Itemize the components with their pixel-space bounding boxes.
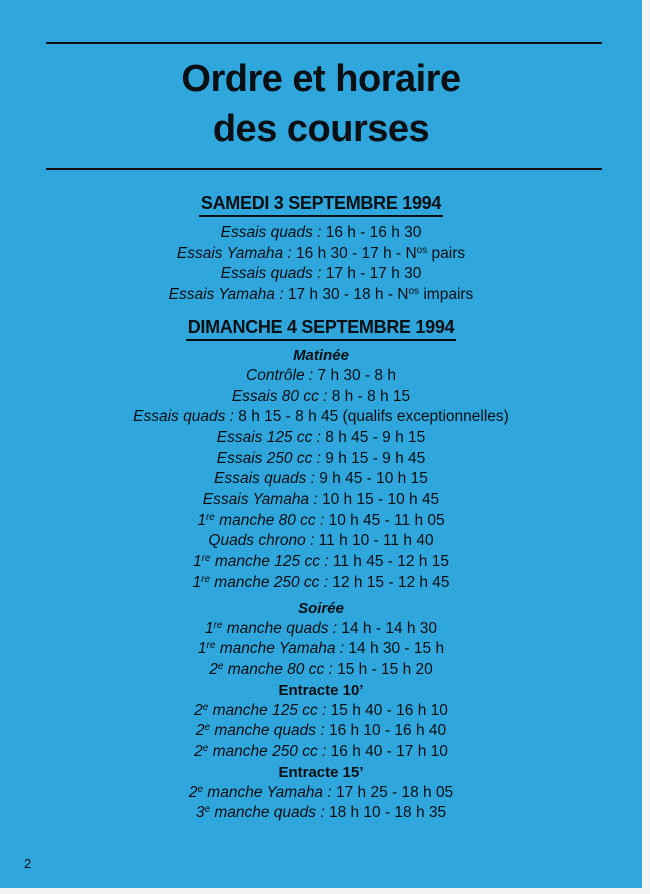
event-label: Essais quads : bbox=[220, 224, 322, 241]
event-name bbox=[198, 640, 344, 657]
number-abbrev-suffix: os bbox=[416, 244, 428, 256]
evening-list-c bbox=[0, 783, 642, 824]
event-name bbox=[133, 408, 234, 425]
event-name bbox=[221, 224, 322, 241]
number-abbrev-suffix: os bbox=[408, 286, 420, 298]
event-label: Essais quads : bbox=[214, 470, 315, 488]
evening-label: Soirée bbox=[298, 599, 344, 617]
event-name bbox=[196, 804, 325, 821]
event-label: manche quads : bbox=[222, 619, 338, 637]
event-name bbox=[177, 245, 292, 262]
event-time: 11 h 45 - 12 h 15 bbox=[328, 553, 449, 571]
event-name bbox=[192, 574, 328, 591]
break-2: Entracte 15’ bbox=[278, 763, 364, 781]
event-label: manche quads : bbox=[210, 722, 325, 740]
event-time: 14 h 30 - 15 h bbox=[344, 640, 445, 658]
ordinal: 2 bbox=[194, 701, 203, 719]
ordinal: 1 bbox=[197, 640, 207, 658]
event-name bbox=[232, 388, 328, 405]
event-label: manche 125 cc : bbox=[210, 553, 329, 571]
ordinal-suffix: e bbox=[217, 660, 224, 672]
schedule-line bbox=[0, 223, 642, 244]
sunday-heading: DIMANCHE 4 SEPTEMBRE 1994 bbox=[186, 316, 457, 341]
schedule-line bbox=[0, 639, 642, 660]
event-time: 17 h 25 - 18 h 05 bbox=[331, 783, 454, 801]
schedule-line bbox=[0, 783, 642, 804]
event-name bbox=[209, 661, 333, 678]
event-name bbox=[217, 450, 321, 467]
evening-list-a bbox=[0, 619, 642, 681]
ordinal-suffix: re bbox=[201, 553, 211, 565]
ordinal: 1 bbox=[192, 573, 202, 591]
event-name bbox=[194, 702, 326, 719]
schedule-line bbox=[0, 660, 642, 681]
ordinal-suffix: e bbox=[204, 804, 211, 816]
event-time: 8 h 15 - 8 h 45 (qualifs exceptionnelles) bbox=[233, 408, 509, 426]
event-time: 16 h 10 - 16 h 40 bbox=[324, 722, 447, 740]
event-time: 15 h - 15 h 20 bbox=[332, 660, 433, 678]
event-name bbox=[205, 620, 337, 637]
schedule bbox=[0, 192, 642, 824]
event-label: Essais 80 cc : bbox=[231, 387, 328, 405]
event-name bbox=[189, 784, 332, 801]
schedule-line bbox=[0, 285, 642, 306]
schedule-line bbox=[0, 803, 642, 824]
event-time: 8 h - 8 h 15 bbox=[327, 387, 411, 405]
schedule-line bbox=[0, 573, 642, 594]
event-time: 10 h 15 - 10 h 45 bbox=[317, 491, 440, 509]
event-label: manche Yamaha : bbox=[203, 783, 332, 801]
saturday-heading-wrap bbox=[0, 192, 642, 217]
event-time: 16 h - 16 h 30 bbox=[321, 224, 422, 241]
event-label: Quads chrono : bbox=[208, 532, 315, 550]
event-time: 16 h 30 - 17 h - N bbox=[291, 244, 417, 262]
event-time: 14 h - 14 h 30 bbox=[337, 619, 438, 637]
ordinal: 1 bbox=[193, 553, 202, 571]
schedule-line bbox=[0, 264, 642, 285]
schedule-line bbox=[0, 511, 642, 532]
ordinal-suffix: e bbox=[202, 743, 209, 755]
event-label: Essais quads : bbox=[133, 408, 234, 426]
event-name bbox=[196, 722, 325, 739]
event-time: 8 h 45 - 9 h 15 bbox=[320, 428, 426, 446]
event-label: manche 250 cc : bbox=[209, 573, 329, 591]
event-label: manche 250 cc : bbox=[208, 743, 327, 761]
event-time: 18 h 10 - 18 h 35 bbox=[324, 804, 447, 822]
schedule-line bbox=[0, 721, 642, 742]
event-time: 11 h 10 - 11 h 40 bbox=[314, 532, 434, 550]
event-time: 15 h 40 - 16 h 10 bbox=[326, 701, 448, 719]
event-time: 17 h - 17 h 30 bbox=[321, 265, 422, 283]
event-time: 16 h 40 - 17 h 10 bbox=[326, 743, 448, 761]
title-line-1: Ordre et horaire bbox=[181, 58, 461, 100]
ordinal-suffix: re bbox=[213, 619, 223, 631]
event-time: 7 h 30 - 8 h bbox=[313, 366, 396, 384]
top-rule bbox=[46, 42, 602, 44]
event-time: 9 h 45 - 10 h 15 bbox=[314, 470, 428, 488]
event-name bbox=[221, 265, 322, 282]
event-label: Contrôle : bbox=[246, 366, 314, 384]
break-1: Entracte 10’ bbox=[278, 681, 364, 699]
event-name bbox=[203, 491, 318, 508]
event-label: manche 80 cc : bbox=[223, 660, 333, 678]
morning-list bbox=[0, 366, 642, 594]
schedule-line bbox=[0, 742, 642, 763]
schedule-line bbox=[0, 619, 642, 640]
ordinal: 2 bbox=[194, 743, 203, 761]
event-label: Essais 125 cc : bbox=[216, 428, 321, 446]
schedule-line bbox=[0, 449, 642, 470]
event-name bbox=[214, 470, 315, 487]
evening-list-b bbox=[0, 701, 642, 763]
title-bottom-rule bbox=[46, 168, 602, 170]
event-label: Essais Yamaha : bbox=[176, 244, 292, 262]
schedule-line bbox=[0, 244, 642, 265]
saturday-list bbox=[0, 223, 642, 306]
time-suffix: pairs bbox=[427, 244, 466, 262]
event-label: Essais Yamaha : bbox=[168, 286, 284, 304]
event-name bbox=[217, 429, 321, 446]
ordinal-suffix: re bbox=[205, 511, 215, 523]
schedule-line bbox=[0, 387, 642, 408]
schedule-line bbox=[0, 552, 642, 573]
ordinal: 1 bbox=[204, 619, 214, 637]
event-label: manche 80 cc : bbox=[214, 511, 325, 529]
schedule-line bbox=[0, 531, 642, 552]
ordinal: 3 bbox=[195, 804, 205, 822]
saturday-heading: SAMEDI 3 SEPTEMBRE 1994 bbox=[199, 192, 443, 217]
event-time: 17 h 30 - 18 h - N bbox=[283, 286, 409, 304]
schedule-line bbox=[0, 701, 642, 722]
event-label: manche Yamaha : bbox=[215, 640, 345, 658]
ordinal: 1 bbox=[197, 511, 206, 529]
schedule-line bbox=[0, 366, 642, 387]
schedule-line bbox=[0, 428, 642, 449]
ordinal: 2 bbox=[209, 660, 218, 678]
event-name bbox=[197, 512, 324, 529]
event-label: Essais quads : bbox=[220, 265, 322, 283]
title-line-2: des courses bbox=[212, 108, 430, 150]
schedule-line bbox=[0, 469, 642, 490]
sunday-heading-wrap bbox=[0, 316, 642, 341]
ordinal-suffix: re bbox=[206, 640, 216, 652]
event-name bbox=[208, 532, 314, 549]
event-label: Essais Yamaha : bbox=[202, 491, 318, 509]
event-label: manche quads : bbox=[210, 804, 325, 822]
event-time: 12 h 15 - 12 h 45 bbox=[328, 573, 450, 591]
schedule-line bbox=[0, 407, 642, 428]
page-number: 2 bbox=[24, 856, 32, 871]
event-name bbox=[169, 286, 284, 303]
event-time: 10 h 45 - 11 h 05 bbox=[324, 511, 445, 529]
time-suffix: impairs bbox=[419, 286, 474, 304]
ordinal: 2 bbox=[195, 722, 205, 740]
ordinal: 2 bbox=[188, 783, 198, 801]
event-label: Essais 250 cc : bbox=[216, 449, 321, 467]
ordinal-suffix: e bbox=[204, 722, 211, 734]
ordinal-suffix: e bbox=[202, 701, 209, 713]
morning-label: Matinée bbox=[293, 346, 349, 364]
event-name bbox=[193, 553, 329, 570]
ordinal-suffix: re bbox=[201, 573, 210, 585]
event-label: manche 125 cc : bbox=[208, 701, 327, 719]
schedule-line bbox=[0, 490, 642, 511]
ordinal-suffix: e bbox=[197, 783, 203, 795]
page-title bbox=[0, 54, 642, 154]
event-time: 9 h 15 - 9 h 45 bbox=[320, 449, 426, 467]
event-name bbox=[246, 367, 313, 384]
event-name bbox=[194, 743, 326, 760]
